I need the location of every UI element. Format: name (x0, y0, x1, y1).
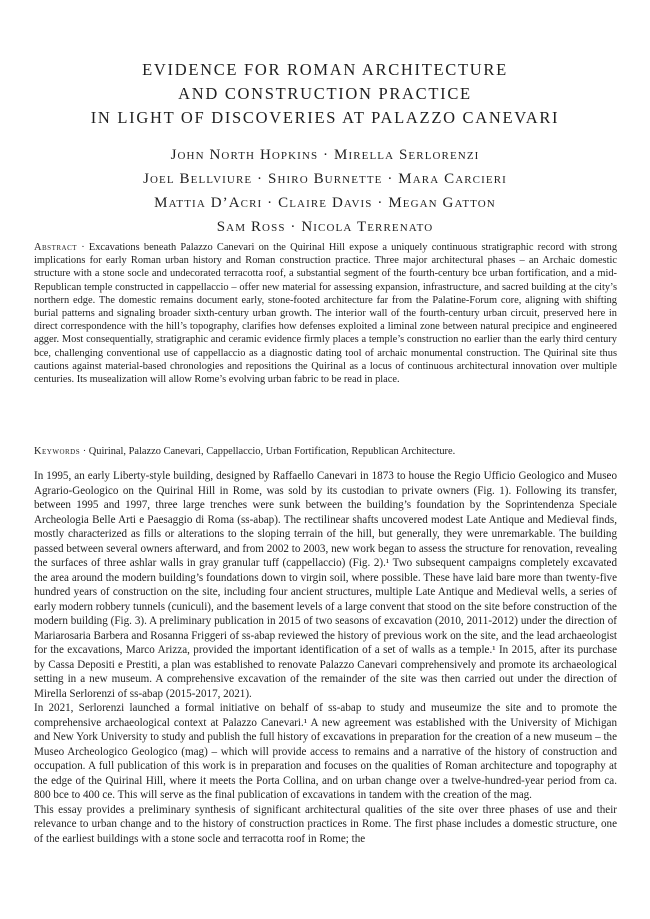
abstract-separator: · (77, 242, 89, 253)
body-paragraph-3: This essay provides a preliminary synthesis of significant architectural qualities of the site over three phases of use and their relevance to urban change and to the history of construction practices in Rome. The first phase includes a domestic structure, one of the earliest buildings with a stone socle and terracotta roof in Rome; the (34, 803, 617, 845)
paper-title (20, 58, 630, 130)
abstract-text: Excavations beneath Palazzo Canevari on the Quirinal Hill expose a uniquely continuous stratigraphic record with strong implications for early Roman urban history and Roman construction practice. Three major architectural phases – an Archaic domestic structure with a stone socle and undecorated terracotta roof, a substantial segment of the fourth-century bce urban fortification, and a mid-Republican temple constructed in cappellaccio – offer new material for assessing expansion, infrastructure, and sacred building at the city’s northern edge. The domestic remains document early, stone-footed architecture far from the Palatine-Forum core, aligning with shifting burial patterns and signaling broader sixth-century urban growth. The interior wall of the fourth-century urban circuit, preserved here in direct correspondence with the hill’s topography, clarifies how defenses exploited a liminal zone between natural precipice and engineered agger. Most consequentially, stratigraphic and ceramic evidence firmly places a temple’s construction no earlier than the early third century bce, challenging conventional use of cappellaccio as a diagnostic dating tool of archaic monumental construction. The Quirinal site thus cautions against material-based chronologies and repositions the Quirinal as a locus of continuous architectural innovation over multiple centuries. Its musealization will allow Rome’s evolving urban fabric to be read in place. (34, 242, 618, 386)
title-line-3: IN LIGHT OF DISCOVERIES AT PALAZZO CANEVARI (90, 108, 560, 127)
author-line-3: Mattia D’Acri · Claire Davis · Megan Gatton (154, 195, 496, 211)
keywords-text: Quirinal, Palazzo Canevari, Cappellaccio, Urban Fortification, Republican Architecture. (88, 446, 456, 457)
keywords-separator: · (80, 446, 89, 457)
keywords-label: Keywords (34, 446, 81, 457)
author-line-2: Joel Bellviure · Shiro Burnette · Mara Carcieri (143, 171, 507, 187)
body-text (34, 469, 617, 846)
author-line-1: John North Hopkins · Mirella Serlorenzi (170, 147, 480, 163)
body-paragraph-2: In 2021, Serlorenzi launched a formal initiative on behalf of ss-abap to study and museumize the site and to promote the comprehensive archaeological context at Palazzo Canevari.¹ A new agreement was established with the University of Michigan and New York University to study and publish the full history of excavations in preparation for the creation of a new museum – the Museo Archeologico Geologico (mag) – which will provide access to remains and a narrative of the history of construction and occupation. A full publication of this work is in preparation and focuses on the qualities of Roman architecture and topography at the edge of the Quirinal Hill, where it meets the Porta Collina, and on urban change over a twelve-hundred-year period from ca. 800 bce to 400 ce. This will serve as the final publication of excavations in tandem with the creation of the mag. (34, 702, 617, 801)
author-line-4: Sam Ross · Nicola Terrenato (216, 219, 434, 235)
keywords (34, 445, 617, 458)
body-paragraph-1: In 1995, an early Liberty-style building, designed by Raffaello Canevari in 1873 to house the Regio Ufficio Geologico and Museo Agrario-Geologico on the Quirinal Hill in Rome, was sold by its custodian to private owners (Fig. 1). Following its transfer, between 1995 and 1997, three large trenches were sunk between the building’s foundation by the Soprintendenza Speciale Archeologia Belle Arti e Paesaggio di Roma (ss-abap). The rectilinear shafts uncovered modest Late Antique and Medieval finds, mostly characterized as fills or alterations to the sloping terrain of the hill, but generally, they were unremarkable. The building passed between several owners afterward, and from 2002 to 2003, new work began to assess the structure for renovation, revealing the surfaces of three ashlar walls in gray granular tuff (cappellaccio) (Fig. 2).¹ Two subsequent campaigns completely excavated the area around the modern building’s foundations down to virgin soil, where possible. These have laid bare more than twenty-five hundred years of construction on the site, including four ancient structures, multiple Late Antique and Medieval wells, a series of early modern robbery tunnels (cuniculi), and the basement levels of a large convent that stood on the site before construction of the modern building (Fig. 3). A preliminary publication in 2015 of two seasons of excavation (2010, 2011-2012) under the direction of Mariarosaria Barbera and Rosanna Friggeri of ss-abap reviewed the history of previous work on the site, and the lead archaeologist for the excavations, Marco Arizza, provided the important identification of a set of walls as a temple.¹ In 2015, after its purchase by Cassa Depositi e Prestiti, a plan was established to renovate Palazzo Canevari comprehensively and promote its archaeological setting in a new museum. A comprehensive excavation of the remainder of the site was then carried out under the direction of Mirella Serlorenzi of ss-abap (2015-2017, 2021). (34, 470, 617, 700)
abstract (34, 241, 617, 386)
title-line-2: AND CONSTRUCTION PRACTICE (178, 84, 472, 103)
title-line-1: EVIDENCE FOR ROMAN ARCHITECTURE (142, 60, 508, 79)
author-list (20, 143, 630, 239)
abstract-label: Abstract (34, 242, 78, 253)
